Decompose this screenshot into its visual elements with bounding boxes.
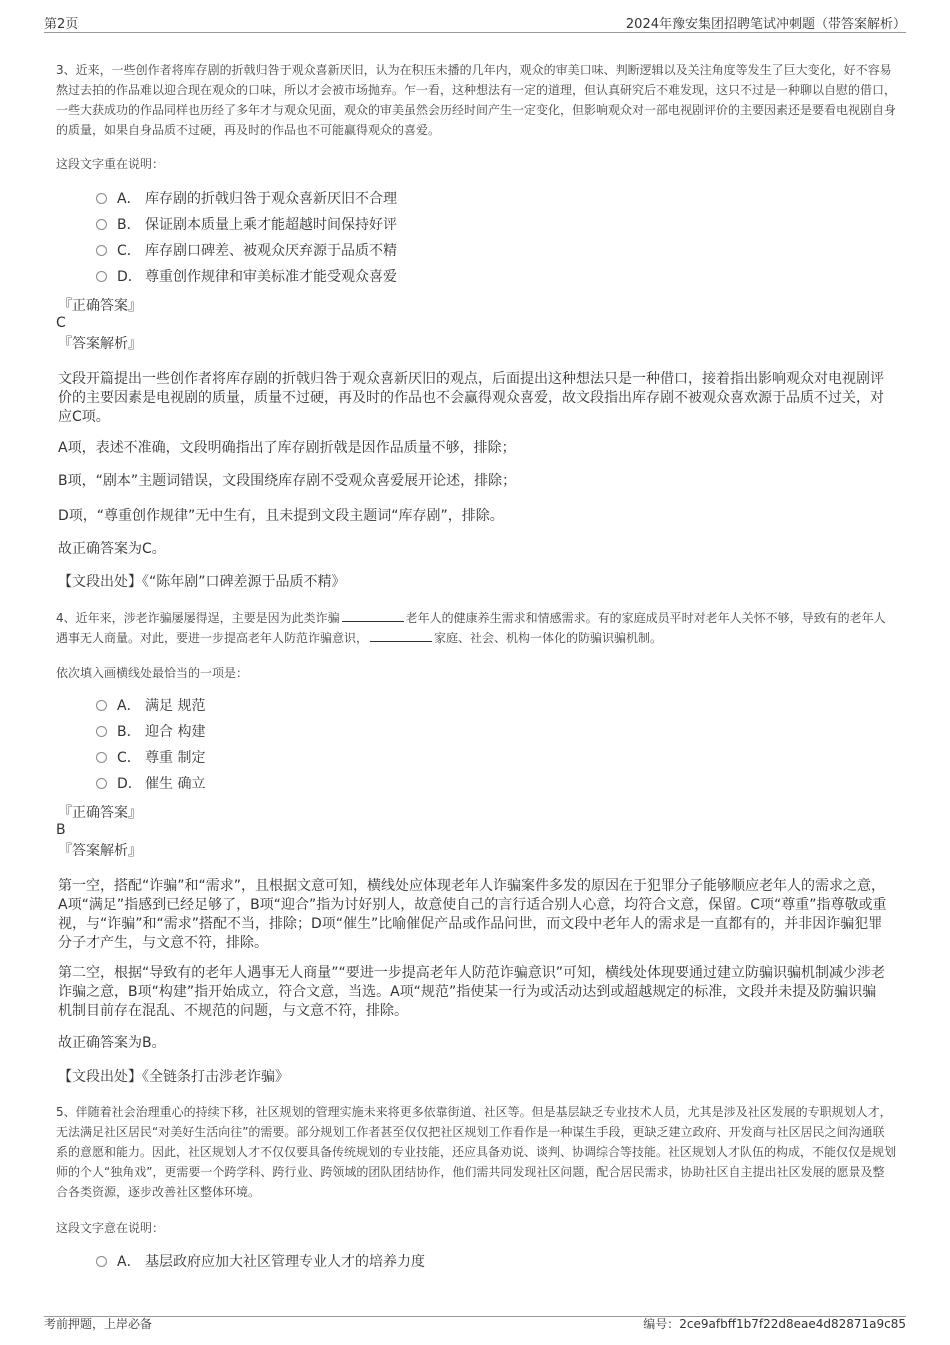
radio-icon[interactable] bbox=[96, 1256, 107, 1267]
question-4-prompt: 依次填入画横线处最恰当的一项是： bbox=[56, 666, 249, 680]
radio-icon[interactable] bbox=[96, 193, 107, 204]
question-5-stem: 5、伴随着社会治理重心的持续下移，社区规划的管理实施未来将更多依靠街道、社区等。但是基层缺乏专业技术人员，尤其是涉及社区发展的专职规划人才，无法满足社区居民“对美好生活向往”的需要。部分规划工作者甚至仅仅把社区规划工作看作是一种谋生手段，更缺乏建立政府、开发商与社区居民之间沟通联系的意愿和能力。因此，社区规划人才不仅仅要具备传统规划的专业技能，还应具备劝说、谈判、协调综合等技能。社区规划人才队伍的构成，不能仅仅是规划师的个人“独角戏”，更需要一个跨学科、跨行业、跨领域的团队团结协作，他们需共同发现社区问题，配合居民需求，协助社区自主提出社区发展的愿景及整合各类资源，逐步改善社区整体环境。 bbox=[56, 1105, 897, 1199]
question-4-source: 【文段出处】《全链条打击涉老诈骗》 bbox=[58, 1069, 289, 1085]
question-4-analysis-blank-1: 第一空，搭配“诈骗”和“需求”，且根据文意可知，横线处应体现老年人诈骗案件多发的原因在于犯罪分子能够顺应老年人的需求之意，A项“满足”指感到已经足够了，B项“迎合”指为讨好别人，故意使自己的言行适合别人心意，均符合文意，保留。C项“尊重”指尊敬或重视，与“诈骗”和“需求”搭配不当，排除；D项“催生”比喻催促产品或作品问世，而文段中老年人的需求是一直都有的，并非因诈骗犯罪分子才产生，与文意不符，排除。 bbox=[58, 878, 887, 951]
question-3-option-d[interactable]: D． 尊重创作规律和审美标准才能受观众喜爱 bbox=[96, 266, 397, 288]
question-3-conclusion: 故正确答案为C。 bbox=[58, 541, 166, 557]
question-4-analysis-blank-2: 第二空，根据“导致有的老年人遇事无人商量”“要进一步提高老年人防范诈骗意识”可知，横线处体现要通过建立防骗识骗机制减少涉老诈骗之意，B项“构建”指开始成立，符合文意，当选。A项“规范”指使某一行为或活动达到或超越规定的标准，文段并未提及防骗识骗机制目前存在混乱、不规范的问题，与文意不符，排除。 bbox=[58, 965, 886, 1019]
page-header bbox=[44, 10, 906, 33]
question-5-prompt: 这段文字意在说明： bbox=[56, 1221, 165, 1235]
question-3-option-a[interactable]: A． 库存剧的折戟归咎于观众喜新厌旧不合理 bbox=[96, 188, 397, 210]
radio-icon[interactable] bbox=[96, 245, 107, 256]
question-5-option-a[interactable]: A． 基层政府应加大社区管理专业人才的培养力度 bbox=[96, 1251, 425, 1273]
analysis-label: 『答案解析』 bbox=[58, 336, 142, 352]
question-3-answer: C bbox=[56, 315, 66, 331]
question-3-analysis-main: 文段开篇提出一些创作者将库存剧的折戟归咎于观众喜新厌旧的观点，后面提出这种想法只是一种借口，接着指出影响观众对电视剧评价的主要因素是电视剧的质量，质量不过硬，再及时的作品也不会赢得观众喜爱，故文段指出库存剧不被观众喜欢源于品质不过关，对应C项。 bbox=[58, 371, 884, 425]
question-4-option-b[interactable]: B． 迎合 构建 bbox=[96, 721, 205, 743]
question-3-analysis-b: B项，“剧本”主题词错误，文段围绕库存剧不受观众喜爱展开论述，排除； bbox=[58, 473, 517, 489]
question-3-stem: 3、近来，一些创作者将库存剧的折戟归咎于观众喜新厌旧，认为在积压未播的几年内，观众的审美口味、判断逻辑以及关注角度等发生了巨大变化，好不容易熬过去拍的作品难以迎合现在观众的口味，所以才会被市场抛弃。乍一看，这种想法有一定的道理，但认真研究后不难发现，这只不过是一种聊以自慰的借口，一些大获成功的作品同样也历经了多年才与观众见面，观众的审美虽然会历经时间产生一定变化，但影响观众对一部电视剧评价的主要因素还是要看电视剧自身的质量，如果自身品质不过硬，再及时的作品也不可能赢得观众的喜爱。 bbox=[56, 63, 897, 137]
document-title: 2024年豫安集团招聘笔试冲刺题（带答案解析） bbox=[625, 17, 906, 32]
question-3-analysis-d: D项，“尊重创作规律”无中生有，且未提到文段主题词“库存剧”，排除。 bbox=[58, 508, 504, 524]
question-4-answer: B bbox=[56, 822, 66, 838]
correct-answer-label: 『正确答案』 bbox=[58, 805, 142, 821]
question-3-option-b[interactable]: B． 保证剧本质量上乘才能超越时间保持好评 bbox=[96, 214, 397, 236]
radio-icon[interactable] bbox=[96, 700, 107, 711]
radio-icon[interactable] bbox=[96, 271, 107, 282]
radio-icon[interactable] bbox=[96, 726, 107, 737]
question-4-option-d[interactable]: D． 催生 确立 bbox=[96, 773, 205, 795]
document-id: 编号：2ce9afbff1b7f22d8eae4d82871a9c85 bbox=[643, 1317, 906, 1331]
question-4-stem: 4、近年来，涉老诈骗屡屡得逞，主要是因为此类诈骗 老年人的健康养生需求和情感需求。有的家庭成员平时对老年人关怀不够，导致有的老年人遇事无人商量。对此，要进一步提高老年人防范诈骗意识， 家庭、社会、机构一体化的防骗识骗机制。 bbox=[56, 611, 886, 645]
page-number: 第2页 bbox=[44, 17, 79, 32]
question-4-option-c[interactable]: C． 尊重 制定 bbox=[96, 747, 205, 769]
radio-icon[interactable] bbox=[96, 778, 107, 789]
fill-blank-2[interactable] bbox=[370, 629, 432, 642]
question-3-analysis-a: A项，表述不准确，文段明确指出了库存剧折戟是因作品质量不够，排除； bbox=[58, 440, 516, 456]
question-3-source: 【文段出处】《“陈年剧”口碑差源于品质不精》 bbox=[58, 574, 346, 590]
analysis-label: 『答案解析』 bbox=[58, 843, 142, 859]
radio-icon[interactable] bbox=[96, 219, 107, 230]
question-3-prompt: 这段文字重在说明： bbox=[56, 157, 165, 171]
question-3-option-c[interactable]: C． 库存剧口碑差、被观众厌弃源于品质不精 bbox=[96, 240, 397, 262]
footer-slogan: 考前押题，上岸必备 bbox=[44, 1317, 153, 1331]
question-4-option-a[interactable]: A． 满足 规范 bbox=[96, 695, 205, 717]
correct-answer-label: 『正确答案』 bbox=[58, 298, 142, 314]
question-4-conclusion: 故正确答案为B。 bbox=[58, 1035, 166, 1051]
fill-blank-1[interactable] bbox=[342, 609, 404, 622]
page-footer bbox=[44, 1316, 906, 1335]
radio-icon[interactable] bbox=[96, 752, 107, 763]
